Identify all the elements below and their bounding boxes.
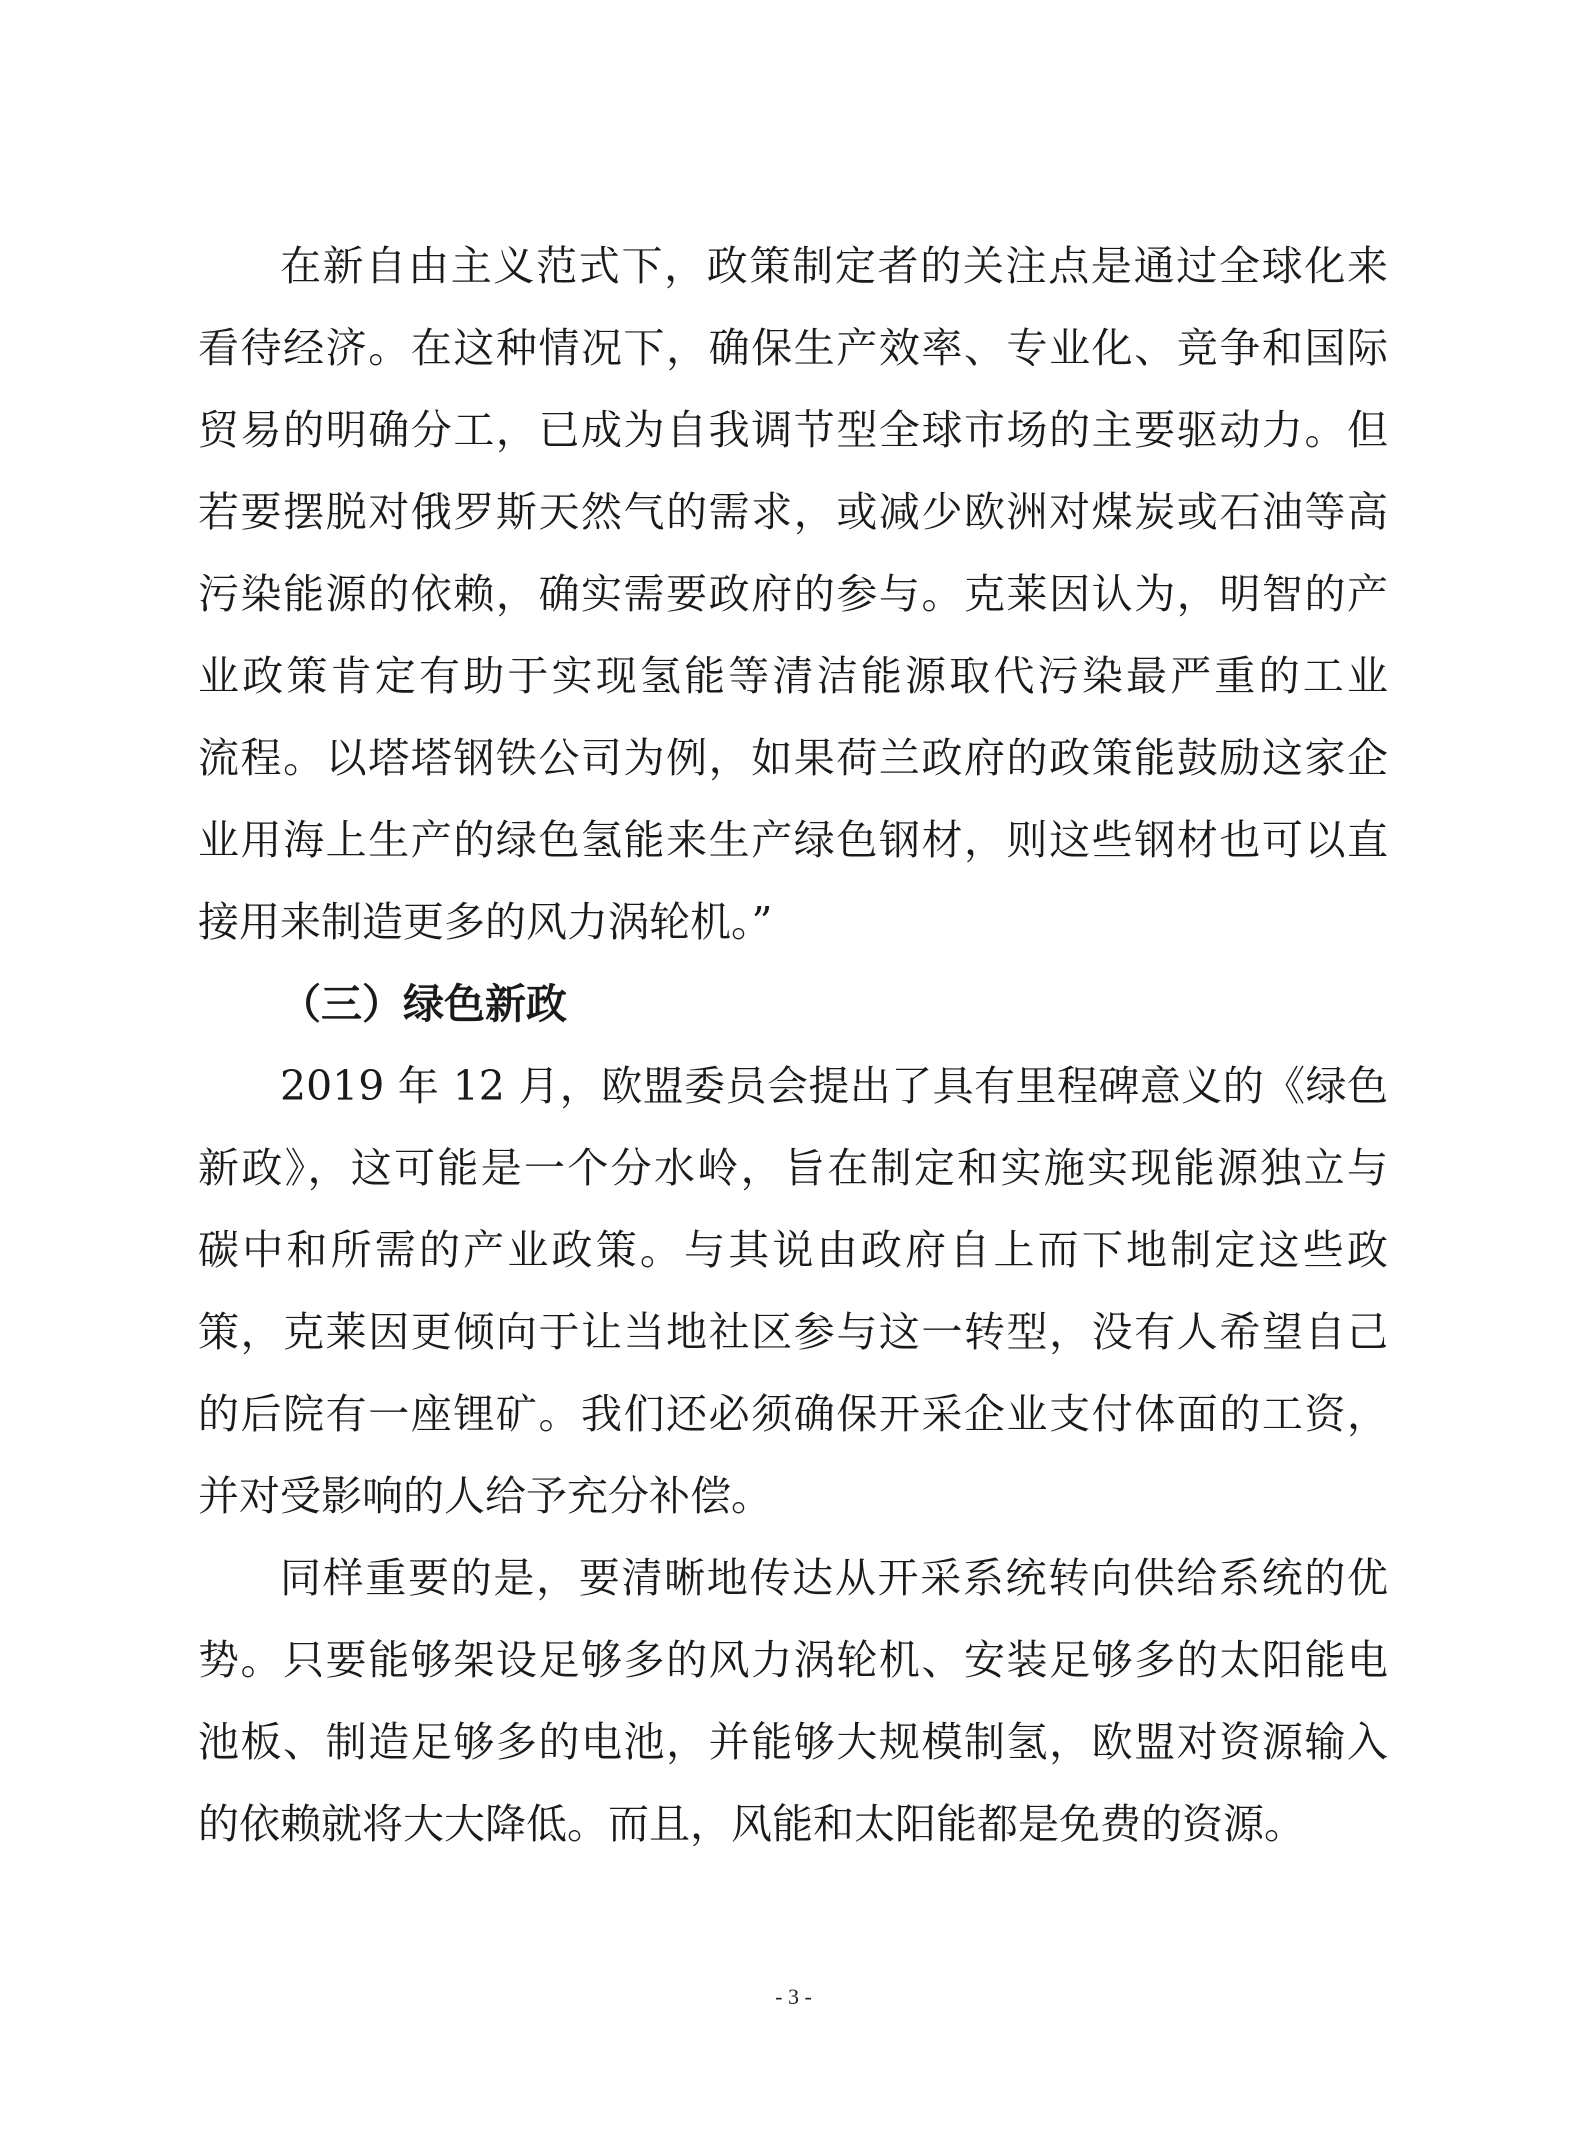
text-line: 同样重要的是，要清晰地传达从开采系统转向供给系统的优: [280, 1554, 1388, 1602]
text-line: 污染能源的依赖，确实需要政府的参与。克莱因认为，明智的产: [198, 570, 1388, 618]
body-text: [198, 225, 1388, 1865]
text-line: 接用来制造更多的风力涡轮机。”: [198, 898, 773, 946]
text-line: 业用海上生产的绿色氢能来生产绿色钢材，则这些钢材也可以直: [198, 816, 1388, 864]
text-line: 2019 年 12 月，欧盟委员会提出了具有里程碑意义的《绿色: [280, 1062, 1388, 1110]
text-line: 的后院有一座锂矿。我们还必须确保开采企业支付体面的工资，: [198, 1390, 1388, 1438]
text-line: 的依赖就将大大降低。而且，风能和太阳能都是免费的资源。: [198, 1800, 1305, 1848]
text-line: 业政策肯定有助于实现氢能等清洁能源取代污染最严重的工业: [198, 652, 1388, 700]
text-line: 碳中和所需的产业政策。与其说由政府自上而下地制定这些政: [198, 1226, 1388, 1274]
text-line: 贸易的明确分工，已成为自我调节型全球市场的主要驱动力。但: [198, 406, 1388, 454]
text-line: 若要摆脱对俄罗斯天然气的需求，或减少欧洲对煤炭或石油等高: [198, 488, 1388, 536]
text-line: 并对受影响的人给予充分补偿。: [198, 1472, 772, 1520]
text-line: 势。只要能够架设足够多的风力涡轮机、安装足够多的太阳能电: [198, 1636, 1388, 1684]
text-line: 在新自由主义范式下，政策制定者的关注点是通过全球化来: [280, 242, 1388, 290]
text-line: 策，克莱因更倾向于让当地社区参与这一转型，没有人希望自己: [198, 1308, 1388, 1356]
paragraph-green-deal: [198, 1045, 1388, 1537]
text-line: 看待经济。在这种情况下，确保生产效率、专业化、竞争和国际: [198, 324, 1388, 372]
paragraph-supply-system: [198, 1537, 1388, 1865]
text-line: 池板、制造足够多的电池，并能够大规模制氢，欧盟对资源输入: [198, 1718, 1388, 1766]
text-line: 流程。以塔塔钢铁公司为例，如果荷兰政府的政策能鼓励这家企: [198, 734, 1388, 782]
paragraph-neoliberal: [198, 225, 1388, 963]
page-number: - 3 -: [775, 1984, 812, 2009]
section-heading: （三）绿色新政: [280, 980, 567, 1028]
text-line: 新政》，这可能是一个分水岭，旨在制定和实施实现能源独立与: [198, 1144, 1388, 1192]
